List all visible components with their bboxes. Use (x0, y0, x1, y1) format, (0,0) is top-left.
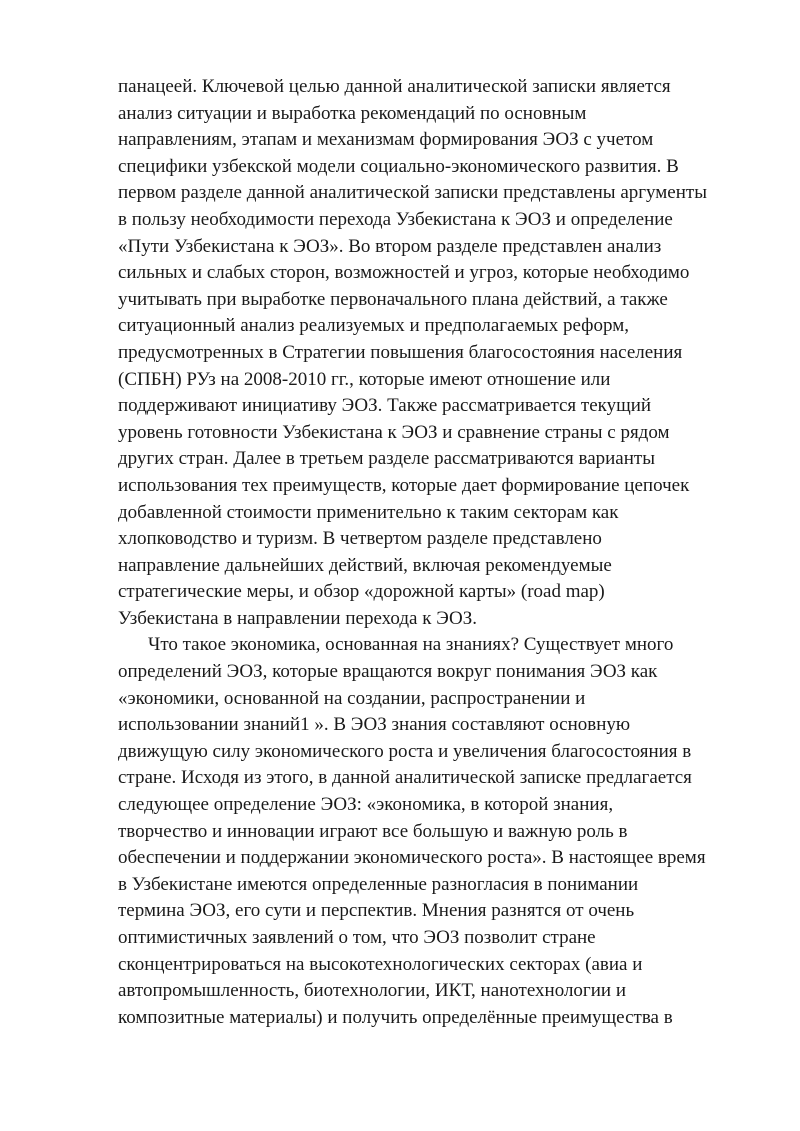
text-line: стратегические меры, и обзор «дорожной карты» (road map) (118, 581, 605, 603)
text-line: «Пути Узбекистана к ЭОЗ». Во втором разделе представлен анализ (118, 235, 662, 257)
text-line: сконцентрироваться на высокотехнологических секторах (авиа и (118, 953, 643, 975)
text-line: направлениям, этапам и механизмам формирования ЭОЗ с учетом (118, 129, 654, 151)
text-line: (СПБН) РУз на 2008-2010 гг., которые имеют отношение или (118, 368, 611, 390)
text-line: использования тех преимуществ, которые дает формирование цепочек (118, 474, 690, 496)
text-line: первом разделе данной аналитической записки представлены аргументы (118, 182, 707, 204)
text-line: хлопководство и туризм. В четвертом разделе представлено (118, 528, 602, 550)
text-line: сильных и слабых сторон, возможностей и угроз, которые необходимо (118, 262, 690, 284)
text-line: добавленной стоимости применительно к таким секторам как (118, 501, 619, 523)
text-line: направление дальнейших действий, включая рекомендуемые (118, 554, 612, 576)
text-line: «экономики, основанной на создании, распространении и (118, 687, 586, 709)
text-line: ситуационный анализ реализуемых и предполагаемых реформ, (118, 315, 629, 337)
text-line: уровень готовности Узбекистана к ЭОЗ и сравнение страны с рядом (118, 421, 670, 443)
text-line: следующее определение ЭОЗ: «экономика, в которой знания, (118, 794, 614, 816)
text-line: предусмотренных в Стратегии повышения благосостояния населения (118, 341, 683, 363)
paragraph-2 (118, 632, 758, 1031)
text-line: движущую силу экономического роста и увеличения благосостояния в (118, 740, 692, 762)
text-line: учитывать при выработке первоначального плана действий, а также (118, 288, 668, 310)
text-line: специфики узбекской модели социально-экономического развития. В (118, 155, 679, 177)
text-line: анализ ситуации и выработка рекомендаций по основным (118, 102, 587, 124)
text-line: определений ЭОЗ, которые вращаются вокруг понимания ЭОЗ как (118, 661, 658, 683)
text-line-first-indented: Что такое экономика, основанная на знаниях? Существует много (148, 634, 674, 656)
paragraph-1 (118, 74, 758, 632)
text-line: творчество и инновации играют все большую и важную роль в (118, 820, 628, 842)
text-line: автопромышленность, биотехнологии, ИКТ, нанотехнологии и (118, 980, 626, 1002)
text-line: термина ЭОЗ, его сути и перспектив. Мнения разнятся от очень (118, 900, 635, 922)
body-text (118, 74, 758, 1031)
text-line: стране. Исходя из этого, в данной аналитической записке предлагается (118, 767, 692, 789)
text-line: использовании знаний1 ». В ЭОЗ знания составляют основную (118, 714, 631, 736)
text-line: оптимистичных заявлений о том, что ЭОЗ позволит стране (118, 927, 596, 948)
text-line: поддерживают инициативу ЭОЗ. Также рассматривается текущий (118, 395, 652, 417)
text-line: панацеей. Ключевой целью данной аналитической записки является (118, 76, 671, 97)
text-line: Узбекистана в направлении перехода к ЭОЗ. (118, 607, 477, 629)
text-line: обеспечении и поддержании экономического роста». В настоящее время (118, 847, 706, 869)
text-line: композитные материалы) и получить определённые преимущества в (118, 1006, 673, 1028)
text-line: других стран. Далее в третьем разделе рассматриваются варианты (118, 448, 655, 470)
text-line: в Узбекистане имеются определенные разногласия в понимании (118, 873, 639, 895)
text-line: в пользу необходимости перехода Узбекистана к ЭОЗ и определение (118, 208, 673, 230)
